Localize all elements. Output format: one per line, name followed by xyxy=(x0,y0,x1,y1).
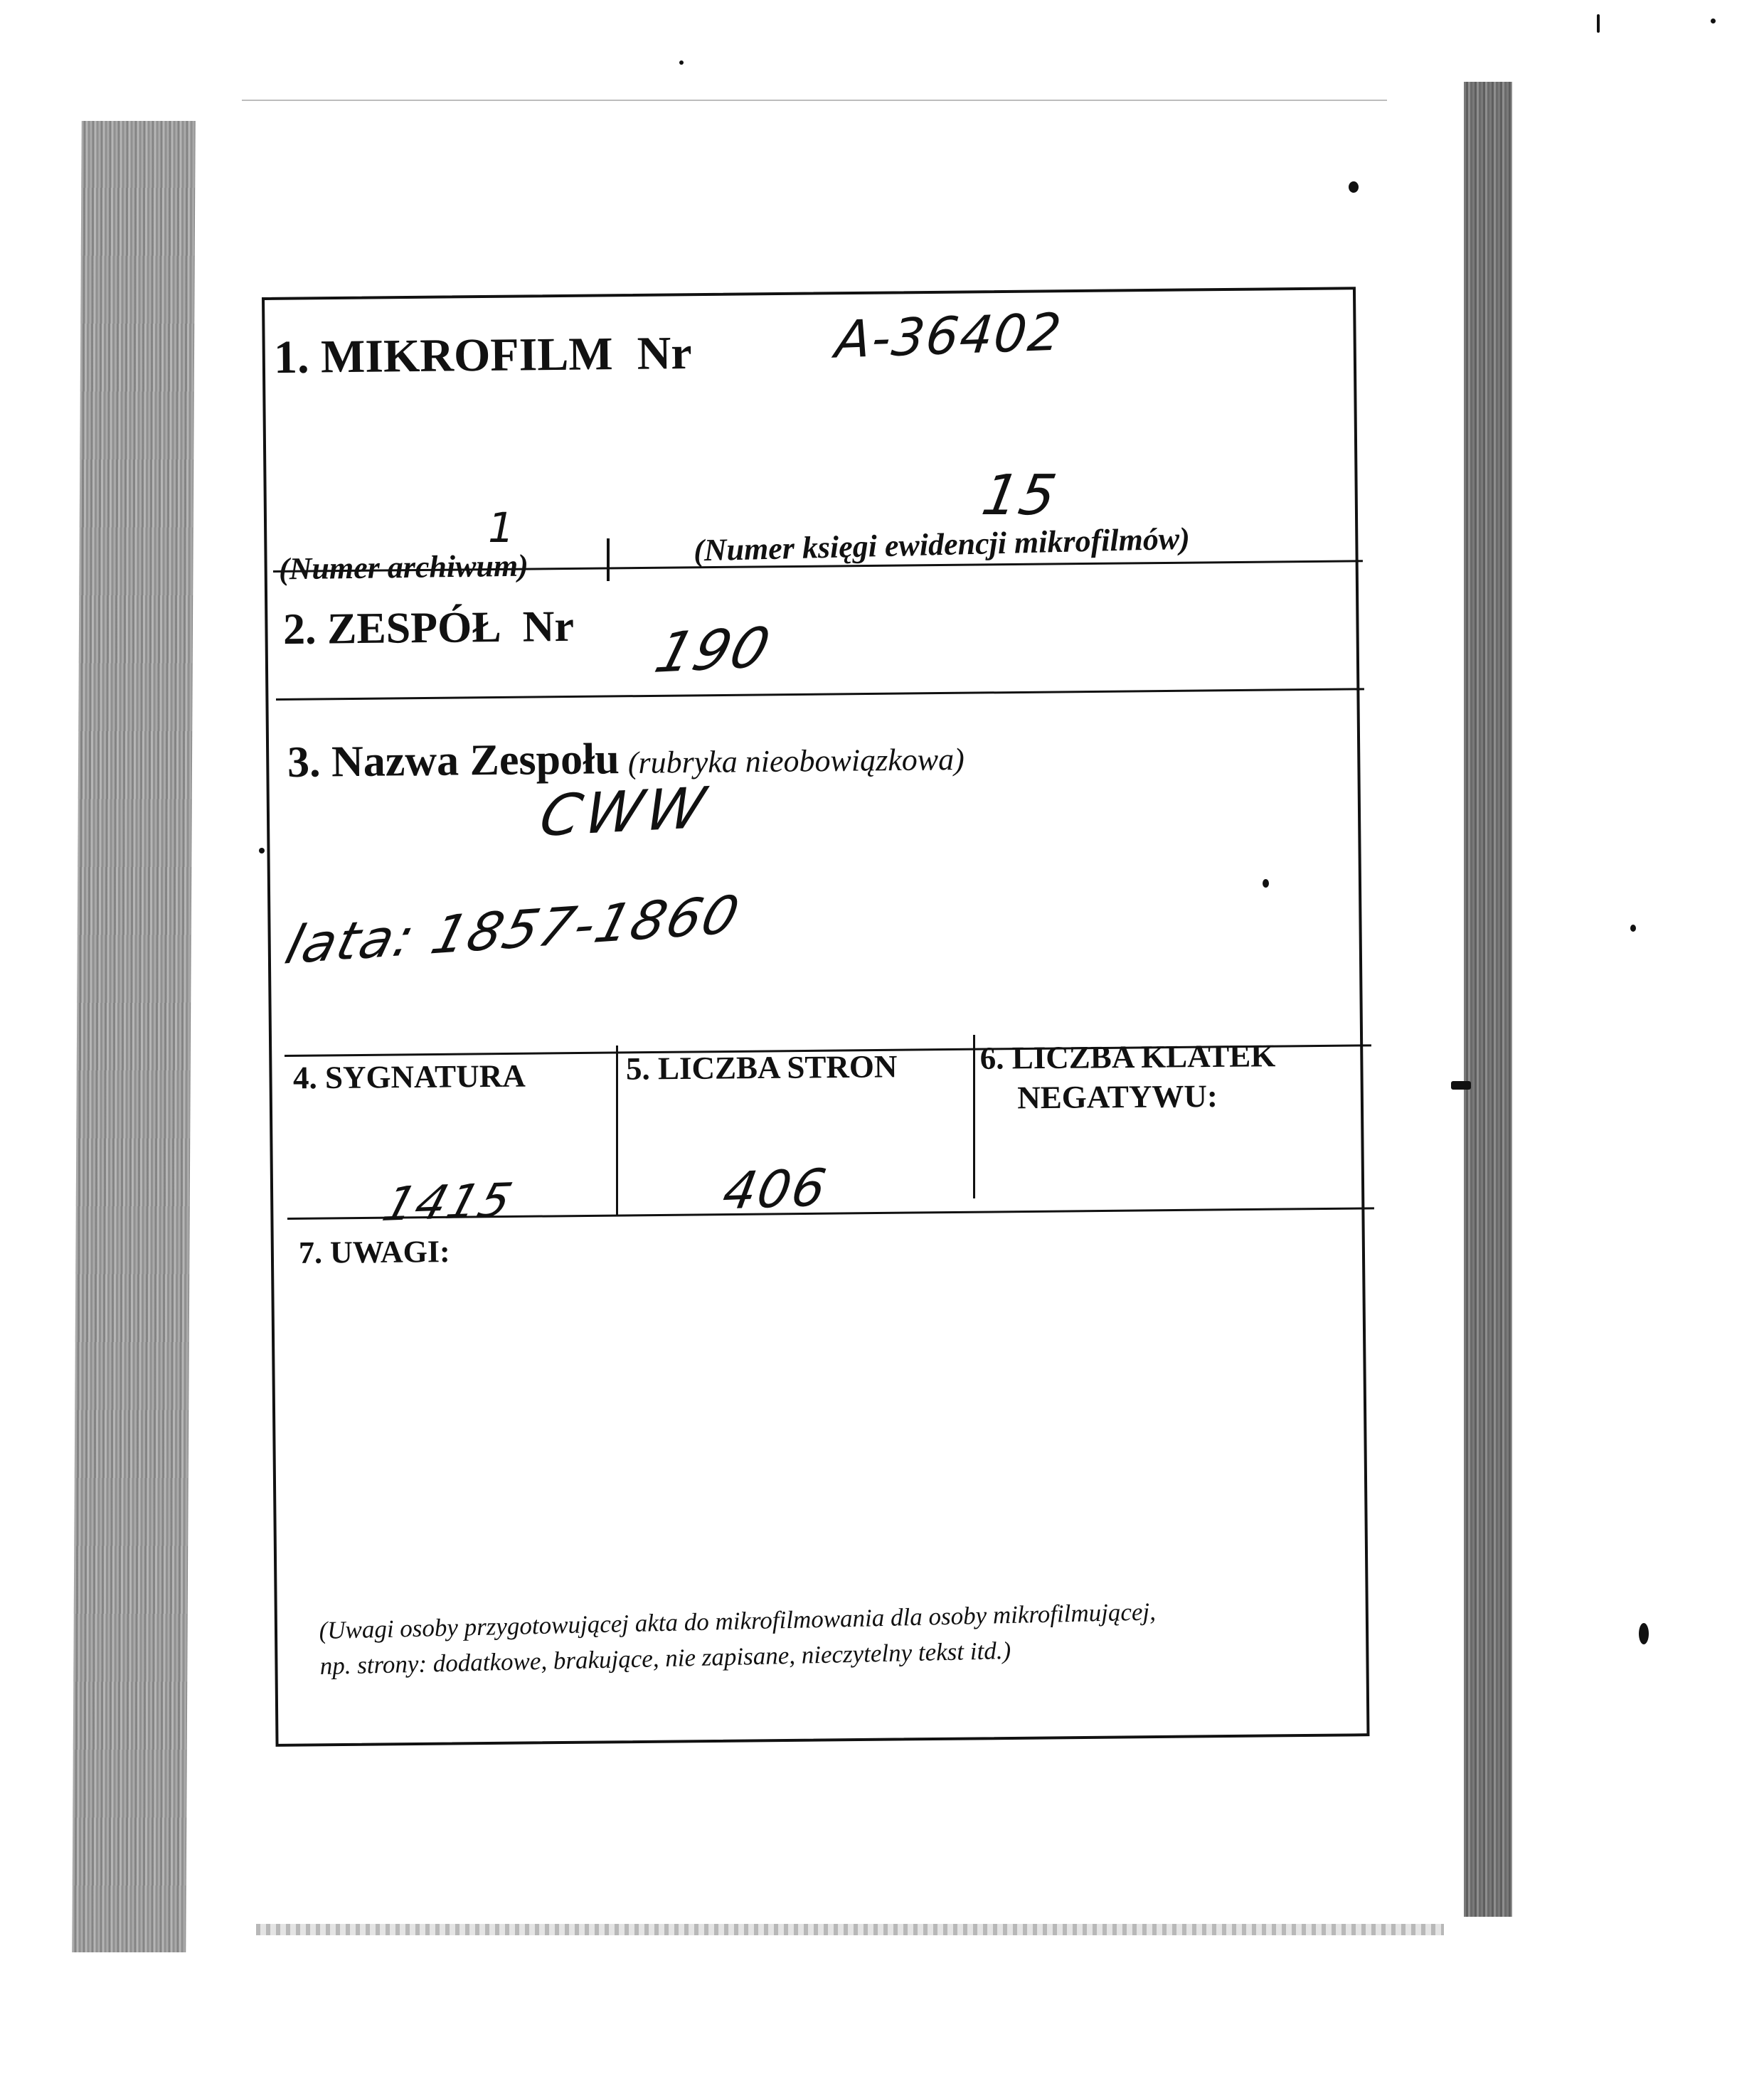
form-frame xyxy=(262,287,1369,1747)
zespol-label: 2. ZESPÓŁ xyxy=(282,602,501,654)
collection-name-handwritten: CWW xyxy=(534,774,715,850)
optional-field-note: (rubryka nieobowiązkowa) xyxy=(627,742,965,780)
liczba-klatek-line1: 6. LICZBA KLATEK xyxy=(979,1038,1276,1076)
archive-number-handwritten: 1 xyxy=(488,504,516,552)
years-handwritten: lata: 1857-1860 xyxy=(279,884,747,977)
liczba-stron-label: 5. LICZBA STRON xyxy=(625,1048,898,1087)
archive-number-caption: (Numer archiwum) xyxy=(278,548,529,587)
field-2-label xyxy=(283,602,575,655)
ledger-number-caption: (Numer księgi ewidencji mikrofilmów) xyxy=(693,521,1191,568)
caption-separator xyxy=(607,538,610,581)
remarks-instruction-line2: np. strony: dodatkowe, brakujące, nie zapisane, nieczytelny tekst itd.) xyxy=(319,1636,1011,1680)
mikrofilm-number-handwritten: A-36402 xyxy=(832,302,1066,370)
mikrofilm-label: 1. MIKROFILM xyxy=(273,328,614,384)
ledger-number-handwritten: 15 xyxy=(977,464,1063,528)
zespol-number-handwritten: 190 xyxy=(648,616,778,686)
column-divider xyxy=(616,1046,618,1215)
liczba-klatek-line2: NEGATYWU: xyxy=(1017,1078,1218,1116)
column-divider xyxy=(973,1035,975,1198)
sygnatura-handwritten: 1415 xyxy=(376,1172,520,1233)
zespol-nr-label: Nr xyxy=(522,602,575,651)
field-1-label xyxy=(274,326,692,385)
page-count-handwritten: 406 xyxy=(718,1157,832,1221)
sygnatura-label: 4. SYGNATURA xyxy=(292,1058,526,1096)
remarks-instruction-line1: (Uwagi osoby przygotowującej akta do mikrofilmowania dla osoby mikrofilmującej, xyxy=(319,1597,1157,1644)
liczba-klatek-label xyxy=(980,1036,1276,1118)
mikrofilm-nr-label: Nr xyxy=(637,326,692,380)
nazwa-zespolu-label: 3. Nazwa Zespołu xyxy=(287,735,620,787)
uwagi-label: 7. UWAGI: xyxy=(298,1234,450,1270)
